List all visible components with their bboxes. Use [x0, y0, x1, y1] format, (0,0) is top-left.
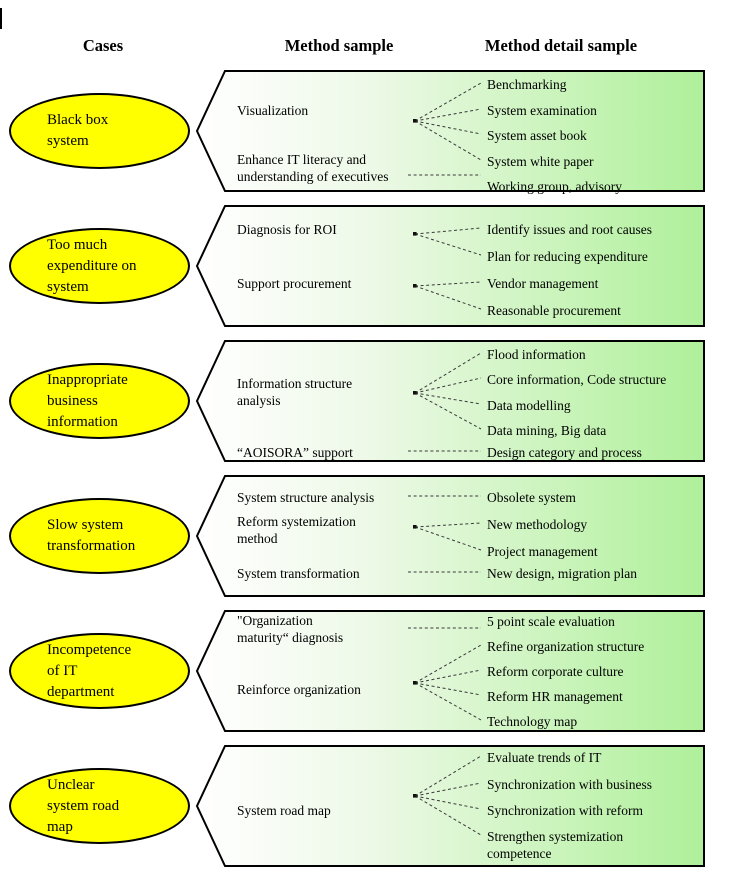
method-detail-label-line: Plan for reducing expenditure	[487, 248, 648, 264]
method-detail-label	[487, 102, 597, 119]
connector-dot	[413, 119, 417, 123]
method-label	[237, 565, 360, 582]
method-detail-label	[487, 638, 644, 655]
case-label-line: of IT	[47, 662, 78, 679]
method-detail-label	[487, 489, 576, 506]
method-detail-label	[487, 713, 577, 730]
method-label-line: understanding of executives	[237, 169, 389, 184]
method-detail-label-line: New methodology	[487, 516, 588, 532]
method-label	[237, 513, 356, 547]
method-detail-label-line: Core information, Code structure	[487, 371, 667, 387]
method-detail-label-line: Design category and process	[487, 444, 642, 460]
method-detail-label-line: Strengthen systemization	[487, 829, 624, 844]
method-detail-label	[487, 153, 593, 170]
method-detail-label	[487, 444, 642, 461]
method-label	[237, 375, 352, 409]
method-detail-label-line: Flood information	[487, 346, 586, 362]
method-detail-label-line: Obsolete system	[487, 489, 576, 505]
method-label-line: Reinforce organization	[237, 681, 361, 697]
case-ellipse	[9, 498, 190, 574]
case-label-line: business	[47, 392, 98, 409]
method-label	[237, 221, 337, 238]
connector-dot	[413, 794, 417, 798]
case-ellipse	[9, 93, 190, 169]
method-detail-label-line: System asset book	[487, 127, 587, 143]
method-detail-label-line: Evaluate trends of IT	[487, 749, 602, 765]
method-detail-label	[487, 397, 571, 414]
method-detail-label	[487, 346, 586, 363]
connector-dot	[413, 232, 417, 236]
method-detail-label-line: Project management	[487, 543, 598, 559]
case-label-line: department	[47, 683, 115, 700]
case-label-line: Slow system	[47, 517, 124, 533]
method-detail-label-line: Reasonable procurement	[487, 302, 621, 318]
case-label-line: expenditure on	[47, 257, 137, 274]
method-detail-label-line: Refine organization structure	[487, 638, 645, 654]
method-detail-label-line: Benchmarking	[487, 76, 567, 92]
case-label-line: system	[47, 278, 89, 295]
method-detail-label	[487, 543, 598, 560]
method-detail-label	[487, 275, 598, 292]
method-detail-label	[487, 776, 652, 793]
method-label-line: System structure analysis	[237, 489, 375, 505]
case-label-line: system road	[47, 797, 120, 814]
method-label-line: Enhance IT literacy and	[237, 152, 367, 167]
column-header-method-sample: Method sample	[284, 36, 394, 55]
method-label-line: Diagnosis for ROI	[237, 221, 337, 237]
connector-dot	[413, 284, 417, 288]
method-detail-label-line: 5 point scale evaluation	[487, 613, 615, 629]
method-label	[237, 612, 343, 646]
method-label-line: Visualization	[237, 102, 309, 118]
method-label	[237, 275, 351, 292]
method-label	[237, 681, 361, 698]
method-detail-label	[487, 76, 566, 93]
method-detail-label	[487, 828, 623, 862]
method-label	[237, 102, 308, 119]
column-header-cases: Cases	[82, 36, 124, 55]
method-detail-label	[487, 221, 652, 238]
column-header-method-detail-sample: Method detail sample	[484, 36, 638, 55]
method-label-line: System transformation	[237, 565, 360, 581]
method-detail-label-line: Synchronization with reform	[487, 802, 643, 818]
method-detail-label	[487, 663, 623, 680]
method-detail-label	[487, 688, 623, 705]
case-label-line: system	[47, 133, 89, 149]
method-detail-label	[487, 127, 587, 144]
method-detail-label	[487, 302, 621, 319]
method-detail-label-line: Technology map	[487, 713, 578, 729]
case-ellipse	[9, 228, 190, 304]
case-label-line: transformation	[47, 538, 136, 554]
method-detail-label-line: competence	[487, 846, 552, 861]
method-detail-label-line: System white paper	[487, 153, 594, 169]
case-label-line: Black box	[47, 112, 109, 128]
method-detail-label-line: Data modelling	[487, 397, 571, 413]
method-label-line: System road map	[237, 802, 331, 818]
method-label-line: Reform systemization	[237, 514, 356, 529]
method-label	[237, 151, 388, 185]
connector-dot	[413, 681, 417, 685]
method-detail-label-line: Synchronization with business	[487, 776, 652, 792]
method-detail-label-line: Identify issues and root causes	[487, 221, 652, 237]
method-detail-label	[487, 371, 666, 388]
method-label-line: method	[237, 531, 278, 546]
case-label-line: map	[47, 818, 73, 835]
edge-mark	[0, 8, 2, 29]
connector-dot	[413, 391, 417, 395]
method-detail-label-line: Vendor management	[487, 275, 599, 291]
case-label-line: Unclear	[47, 776, 95, 793]
method-label-line: Information structure	[237, 376, 353, 391]
method-label	[237, 489, 374, 506]
method-detail-label	[487, 802, 643, 819]
method-detail-label	[487, 422, 606, 439]
method-detail-label	[487, 749, 601, 766]
method-detail-label	[487, 178, 622, 195]
method-label-line: “AOISORA” support	[237, 444, 353, 460]
case-ellipse	[9, 768, 190, 844]
case-label-line: Too much	[47, 236, 108, 253]
case-ellipse	[9, 633, 190, 709]
method-label	[237, 802, 331, 819]
case-ellipse	[9, 363, 190, 439]
method-detail-label-line: Reform corporate culture	[487, 663, 624, 679]
method-label-line: analysis	[237, 393, 281, 408]
case-label-line: Incompetence	[47, 641, 132, 658]
method-label-line: maturity“ diagnosis	[237, 630, 344, 645]
method-label-line: "Organization	[237, 613, 313, 628]
method-detail-label-line: System examination	[487, 102, 597, 118]
method-detail-label	[487, 248, 648, 265]
method-detail-label	[487, 565, 637, 582]
method-detail-label	[487, 613, 615, 630]
case-label-line: Inappropriate	[47, 371, 128, 388]
connector-dot	[413, 525, 417, 529]
method-label	[237, 444, 353, 461]
method-detail-label-line: New design, migration plan	[487, 565, 637, 581]
case-label-line: information	[47, 413, 118, 430]
method-detail-label-line: Working group, advisory	[487, 178, 623, 194]
method-label-line: Support procurement	[237, 275, 352, 291]
method-detail-label	[487, 516, 587, 533]
method-detail-label-line: Data mining, Big data	[487, 422, 607, 438]
method-detail-label-line: Reform HR management	[487, 688, 623, 704]
